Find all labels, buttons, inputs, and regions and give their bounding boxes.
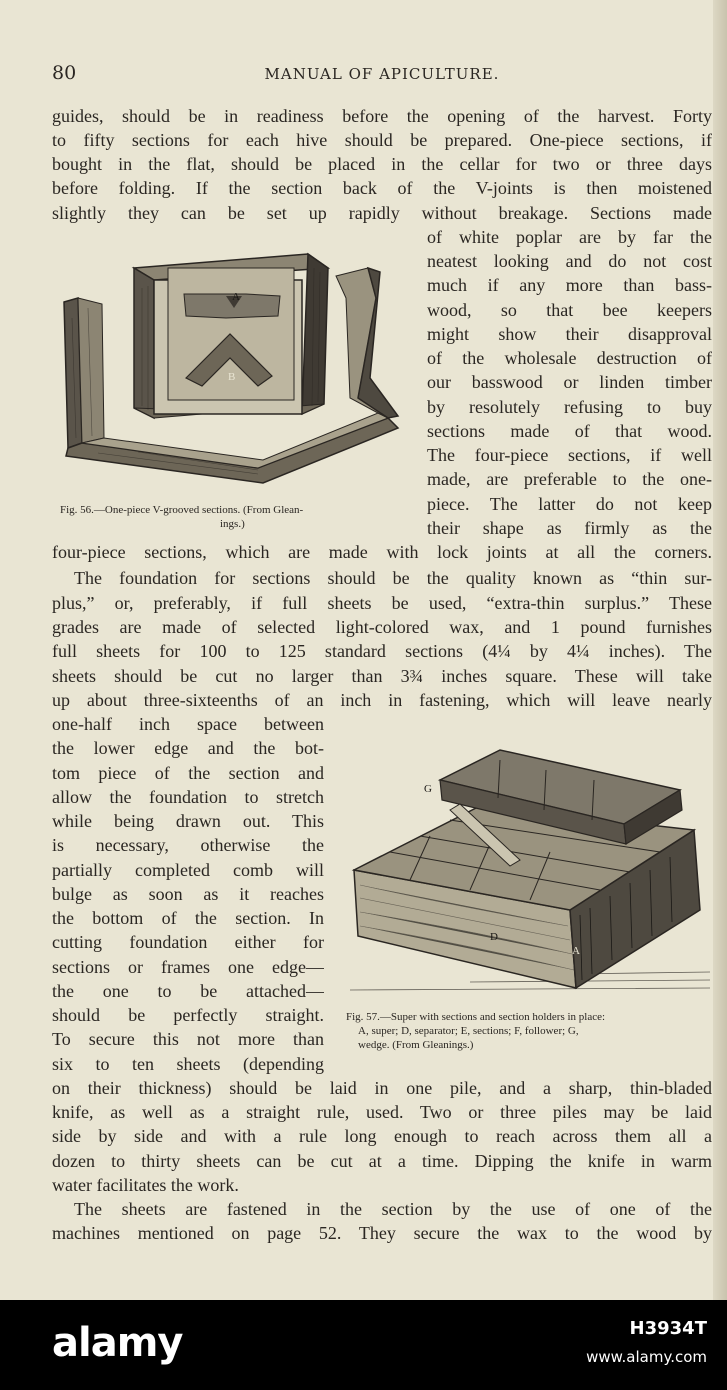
- figure-56-caption-line: ings.): [220, 518, 245, 530]
- figure-57-caption: [346, 1010, 712, 1052]
- text-line: much if any more than bass-: [427, 275, 712, 295]
- text-line: is necessary, otherwise the: [52, 835, 324, 855]
- text-line: full sheets for 100 to 125 standard sections (4¼ by 4¼ inches). The: [52, 641, 712, 661]
- figure-56-illustration: [58, 238, 410, 500]
- text-line: wood, so that bee keepers: [427, 300, 712, 320]
- text-line: six to ten sheets (depending: [52, 1054, 324, 1074]
- figure-56-caption-line: Fig. 56.—One-piece V-grooved sections. (From Glean-: [60, 504, 304, 516]
- text-line: sheets should be cut no larger than 3¾ inches square. These will take: [52, 666, 712, 686]
- figure-57-caption-line: wedge. (From Gleanings.): [358, 1039, 474, 1051]
- text-line: grades are made of selected light-colored wax, and 1 pound furnishes: [52, 617, 712, 637]
- text-line: The sheets are fastened in the section by the use of one of the: [74, 1199, 712, 1219]
- text-line: the bottom of the section. In: [52, 908, 324, 928]
- text-line: slightly they can be set up rapidly without breakage. Sections made: [52, 203, 712, 223]
- text-line: the lower edge and the bot-: [52, 738, 324, 758]
- figure-57-caption-line: A, super; D, separator; E, sections; F, follower; G,: [358, 1025, 579, 1037]
- text-line: plus,” or, preferably, if full sheets be used, “extra-thin surplus.” These: [52, 593, 712, 613]
- text-line: while being drawn out. This: [52, 811, 324, 831]
- text-line: bought in the flat, should be placed in the cellar for two or three days: [52, 154, 712, 174]
- running-title: MANUAL OF APICULTURE.: [264, 65, 500, 83]
- watermark-footer: [0, 1300, 727, 1390]
- figure-56-label-b: B: [228, 371, 236, 383]
- text-line: our basswood or linden timber: [427, 372, 712, 392]
- text-line: dozen to thirty sheets can be cut at a time. Dipping the knife in warm: [52, 1151, 712, 1171]
- image-id: H3934T: [629, 1318, 707, 1339]
- text-line: To secure this not more than: [52, 1029, 324, 1049]
- text-line: might show their disapproval: [427, 324, 712, 344]
- figure-57-caption-line: Fig. 57.—Super with sections and section holders in place:: [346, 1011, 606, 1023]
- alamy-logo: alamy: [52, 1320, 183, 1366]
- text-line: of white poplar are by far the: [427, 227, 712, 247]
- text-line: side by side and with a rule long enough to reach across them all a: [52, 1126, 712, 1146]
- text-line: tom piece of the section and: [52, 763, 324, 783]
- figure-57-label-d: D: [490, 931, 498, 943]
- text-line: sections or frames one edge—: [52, 957, 324, 977]
- figure-56-label-a: A: [232, 291, 240, 303]
- text-line: four-piece sections, which are made with lock joints at all the corners.: [52, 542, 712, 562]
- text-line: knife, as well as a straight rule, used. Two or three piles may be laid: [52, 1102, 712, 1122]
- figure-57-label-a: A: [572, 945, 580, 957]
- figure-57-label-g: G: [424, 783, 432, 795]
- text-line: The foundation for sections should be the quality known as “thin sur-: [74, 568, 712, 588]
- site-url: www.alamy.com: [586, 1348, 707, 1366]
- page-number: 80: [52, 62, 77, 84]
- text-line: machines mentioned on page 52. They secure the wax to the wood by: [52, 1223, 712, 1243]
- text-line: sections made of that wood.: [427, 421, 712, 441]
- text-line: neatest looking and do not cost: [427, 251, 712, 271]
- text-line: on their thickness) should be laid in one pile, and a sharp, thin-bladed: [52, 1078, 712, 1098]
- text-line: bulge as soon as it reaches: [52, 884, 324, 904]
- text-line: partially completed comb will: [52, 860, 324, 880]
- text-line: should be perfectly straight.: [52, 1005, 324, 1025]
- page-header: [52, 62, 712, 86]
- text-line: their shape as firmly as the: [427, 518, 712, 538]
- text-line: one-half inch space between: [52, 714, 324, 734]
- text-line: to fifty sections for each hive should be prepared. One-piece sections, if: [52, 130, 712, 150]
- text-line: piece. The latter do not keep: [427, 494, 712, 514]
- text-line: The four-piece sections, if well: [427, 445, 712, 465]
- text-line: made, are preferable to the one-: [427, 469, 712, 489]
- figure-57-illustration: [350, 740, 712, 998]
- text-line: of the wholesale destruction of: [427, 348, 712, 368]
- text-line: water facilitates the work.: [52, 1175, 239, 1195]
- text-line: up about three-sixteenths of an inch in fastening, which will leave nearly: [52, 690, 712, 710]
- text-line: allow the foundation to stretch: [52, 787, 324, 807]
- text-line: the one to be attached—: [52, 981, 324, 1001]
- text-line: by resolutely refusing to buy: [427, 397, 712, 417]
- page-edge: [713, 0, 727, 1300]
- figure-56-caption: [60, 503, 420, 531]
- text-line: cutting foundation either for: [52, 932, 324, 952]
- text-line: guides, should be in readiness before the opening of the harvest. Forty: [52, 106, 712, 126]
- text-line: before folding. If the section back of the V-joints is then moistened: [52, 178, 712, 198]
